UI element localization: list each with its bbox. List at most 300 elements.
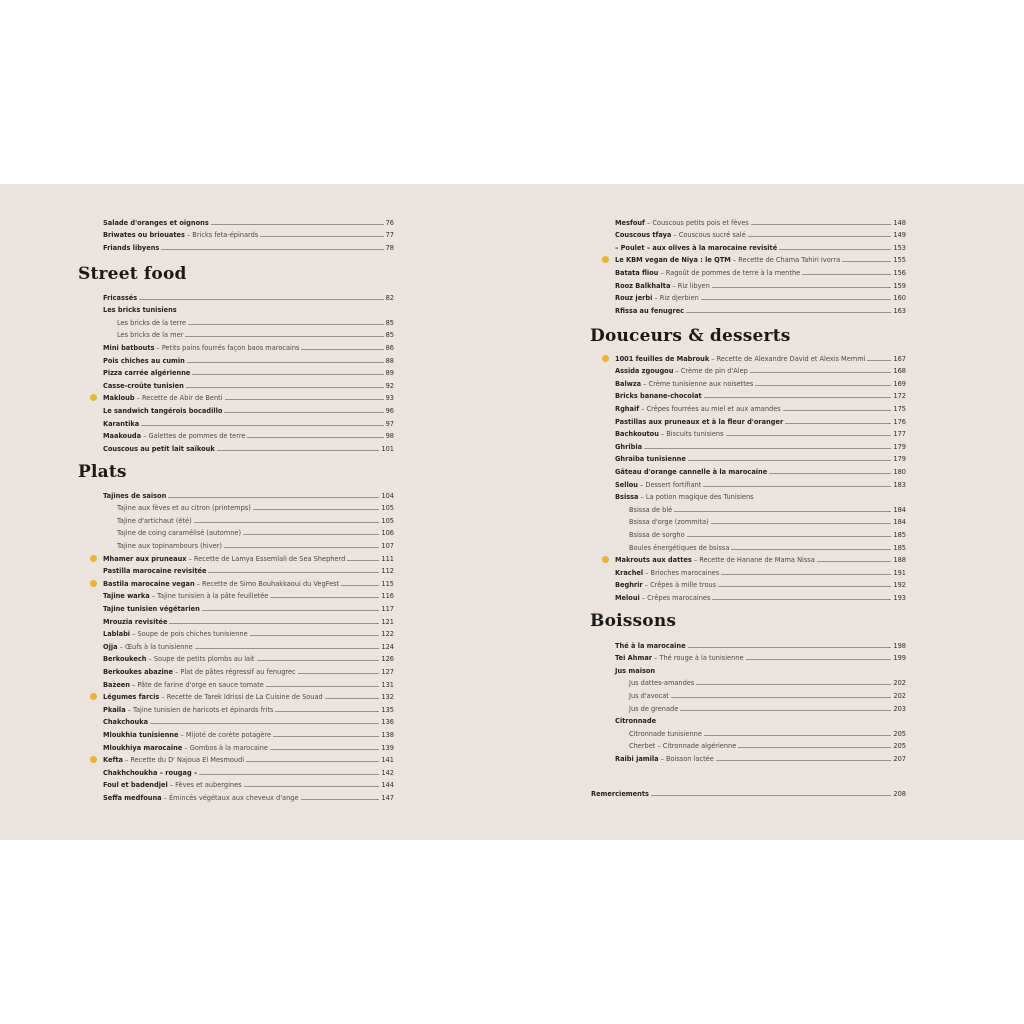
leader-line [347, 560, 379, 561]
contributor-marker-dot [90, 580, 97, 587]
leader-line [187, 362, 384, 363]
entry-title: Ghribia [615, 442, 643, 451]
entry-title: Couscous au petit lait saïkouk [103, 444, 215, 453]
toc-entry-berkoukech [103, 651, 394, 664]
toc-entry-assida-zgougou [615, 363, 906, 376]
toc-entry-tajine-aux-topinambours-hiver [103, 537, 394, 550]
page-number: 139 [381, 743, 394, 752]
entry-title: Pkaila [103, 705, 126, 714]
entry-subtitle: – Recette de Alexandre David et Alexis Memmi [711, 354, 866, 363]
entry-title: 1001 feuilles de Mabrouk [615, 354, 710, 363]
toc-entry-the-a-la-marocaine [615, 637, 906, 650]
toc-entry-legumes-farcis [103, 689, 394, 702]
leader-line [161, 249, 383, 250]
leader-line [688, 647, 892, 648]
entry-title: Mhamer aux pruneaux [103, 554, 187, 563]
section-heading-boissons: Boissons [590, 611, 677, 631]
entry-subtitle: – Biscuits tunisiens [660, 430, 724, 439]
entry-title: Tajines de saison [103, 491, 167, 500]
entry-title: Bsissa d'orge (zommita) [629, 518, 709, 527]
entry-title: Les bricks de la mer [117, 331, 184, 340]
entry-subtitle: – Crêpes marocaines [641, 593, 711, 602]
page-number: 202 [893, 691, 906, 700]
entry-title: Berkoukes abazine [103, 667, 173, 676]
page-number: 179 [893, 442, 906, 451]
page-number: 160 [893, 294, 906, 303]
entry-subtitle: – Gombos à la marocaine [184, 743, 268, 752]
page-number: 126 [381, 655, 394, 664]
page-number: 177 [893, 430, 906, 439]
entry-title: Karantika [103, 419, 140, 428]
entry-title: Bazeen [103, 680, 130, 689]
toc-entry-rghaif [615, 400, 906, 413]
page-number: 183 [893, 480, 906, 489]
leader-line [195, 648, 380, 649]
leader-line [260, 236, 383, 237]
leader-line [712, 599, 891, 600]
leader-line [194, 522, 380, 523]
entry-title: Remerciements [591, 789, 649, 798]
entry-title: Rghaif [615, 404, 640, 413]
leader-line [842, 261, 891, 262]
toc-entry-raibi-jamila [615, 750, 906, 763]
toc-entry-le-sandwich-tangerois-bocadillo [103, 402, 394, 415]
contributor-marker-dot [90, 394, 97, 401]
leader-line [253, 509, 380, 510]
toc-entry-citronnade [615, 713, 906, 726]
leader-line [731, 549, 891, 550]
toc-entry-tajine-aux-feves-et-au-citron-printemps [103, 500, 394, 513]
leader-line [243, 534, 379, 535]
entry-title: Citronnade [615, 717, 657, 726]
toc-entry-jus-d-avocat [615, 687, 906, 700]
entry-title: Rfissa au fenugrec [615, 306, 685, 315]
entry-title: Bricks banane-chocolat [615, 392, 702, 401]
entry-title: Kefta [103, 756, 123, 765]
toc-entry-mesfouf [615, 214, 906, 227]
page-number: 85 [385, 331, 394, 340]
entry-subtitle: – Fèves et aubergines [169, 781, 242, 790]
entry-subtitle: – Soupe de pois chiches tunisienne [132, 630, 248, 639]
entry-title: Tajine de coing caramélisé (automne) [117, 529, 242, 538]
leader-line [202, 610, 380, 611]
entry-title: Tajine tunisien végétarien [103, 604, 200, 613]
page-number: 188 [893, 556, 906, 565]
page-number: 142 [381, 768, 394, 777]
toc-entry-rooz-balkhalta [615, 277, 906, 290]
leader-line [779, 249, 891, 250]
page-number: 205 [893, 729, 906, 738]
entry-subtitle: – Couscous petits pois et fèves [646, 218, 749, 227]
entry-title: Mloukhiya marocaine [103, 743, 183, 752]
page-number: 169 [893, 379, 906, 388]
toc-entry-kefta [103, 752, 394, 765]
entry-title: Couscous tfaya [615, 231, 672, 240]
leader-line [671, 697, 892, 698]
entry-title: Thé à la marocaine [615, 641, 686, 650]
leader-line [750, 372, 892, 373]
toc-entry-gateau-d-orange-cannelle-a-la-marocaine [615, 463, 906, 476]
entry-title: Jus maison [615, 666, 656, 675]
toc-entry-les-bricks-de-la-mer [103, 327, 394, 340]
page-number: 198 [893, 641, 906, 650]
leader-line [687, 536, 892, 537]
toc-entry-pastilla-marocaine-revisitee [103, 563, 394, 576]
toc-entry-briwates-ou-briouates [103, 227, 394, 240]
entry-title: Seffa medfouna [103, 793, 162, 802]
entry-subtitle: – Recette de Abir de Benti [136, 394, 223, 403]
section-heading-douceurs-desserts: Douceurs & desserts [590, 326, 791, 346]
page-number: 199 [893, 654, 906, 663]
page-number: 82 [385, 293, 394, 302]
toc-entry-chakchouka [103, 714, 394, 727]
page-number: 168 [893, 367, 906, 376]
entry-title: Mini batbouts [103, 343, 155, 352]
leader-line [802, 274, 891, 275]
page-number: 147 [381, 793, 394, 802]
toc-entry-casse-croute-tunisien [103, 377, 394, 390]
entry-title: Ojja [103, 642, 118, 651]
entry-title: – Poulet – aux olives à la marocaine revisité [615, 243, 778, 252]
entry-title: Friands libyens [103, 243, 160, 252]
leader-line [168, 497, 379, 498]
entry-title: Pizza carrée algérienne [103, 369, 191, 378]
page-number: 208 [893, 789, 906, 798]
page-number: 98 [385, 432, 394, 441]
entry-subtitle: – Crêpes fourrées au miel et aux amandes [641, 404, 781, 413]
page-number: 124 [381, 642, 394, 651]
page-number: 96 [385, 406, 394, 415]
contributor-marker-dot [90, 693, 97, 700]
entry-title: Tei Ahmar [615, 654, 653, 663]
page-number: 89 [385, 369, 394, 378]
entry-subtitle: – Recette de Lamya Essemlali de Sea Shepherd [188, 554, 346, 563]
entry-title: Tajine d'artichaut (été) [117, 516, 192, 525]
entry-title: Boules énergétiques de bsissa [629, 543, 730, 552]
toc-entry-le-kbm-vegan-de-niya-le-qtm [615, 252, 906, 265]
book-spread [0, 184, 1024, 840]
entry-title: Chakchouka [103, 718, 149, 727]
toc-entry-sellou [615, 476, 906, 489]
entry-title: Fricassés [103, 293, 138, 302]
page-number: 193 [893, 593, 906, 602]
leader-line [186, 387, 384, 388]
page-number: 107 [381, 541, 394, 550]
toc-entry-rouz-jerbi [615, 290, 906, 303]
toc-entry-batata-fliou [615, 264, 906, 277]
page-number: 132 [381, 693, 394, 702]
page-number: 185 [893, 530, 906, 539]
toc-entry-bachkoutou [615, 426, 906, 439]
toc-entry-tajines-de-saison [103, 487, 394, 500]
entry-subtitle: – Petits pains fourrés façon baos marocains [156, 343, 300, 352]
page-number: 93 [385, 394, 394, 403]
entry-subtitle: – Riz djerbien [654, 294, 699, 303]
toc-entry-salade-d-oranges-et-oignons [103, 214, 394, 227]
leader-line [150, 723, 379, 724]
toc-entry-rfissa-au-fenugrec [615, 302, 906, 315]
entry-title: Les bricks de la terre [117, 318, 187, 327]
page-number: 141 [381, 756, 394, 765]
toc-entry-bsissa-de-ble [615, 501, 906, 514]
entry-title: Tajine aux fèves et au citron (printemps) [117, 504, 251, 513]
toc-entry-remerciements [591, 785, 906, 798]
leader-line [696, 684, 891, 685]
entry-title: Jus de grenade [629, 704, 679, 713]
page-number: 117 [381, 604, 394, 613]
page-number: 105 [381, 516, 394, 525]
page-number: 131 [381, 680, 394, 689]
page-number: 105 [381, 504, 394, 513]
entry-subtitle: – Dessert fortifiant [639, 480, 702, 489]
toc-entry-bsissa-d-orge-zommita [615, 514, 906, 527]
toc-entry-mhamer-aux-pruneaux [103, 550, 394, 563]
entry-title: Pois chiches au cumin [103, 356, 185, 365]
toc-entry-ojja [103, 638, 394, 651]
entry-subtitle: – Recette de Chama Tahiri Ivorra [732, 256, 841, 265]
leader-line [704, 735, 892, 736]
entry-subtitle: – Brioches marocaines [645, 568, 720, 577]
toc-entry-foul-et-badendjel [103, 777, 394, 790]
toc-entry-1001-feuilles-de-mabrouk [615, 350, 906, 363]
entry-title: Rouz jerbi [615, 294, 653, 303]
leader-line [686, 312, 891, 313]
entry-title: Sellou [615, 480, 638, 489]
toc-entry-bricks-banane-chocolat [615, 388, 906, 401]
entry-subtitle: – Plat de pâtes régressif au fenugrec [174, 667, 296, 676]
page-number: 97 [385, 419, 394, 428]
page-number: 159 [893, 281, 906, 290]
leader-line [688, 460, 892, 461]
leader-line [769, 473, 891, 474]
entry-title: Briwates ou briouates [103, 231, 185, 240]
page-number: 156 [893, 268, 906, 277]
entry-title: Gâteau d'orange cannelle à la marocaine [615, 467, 768, 476]
entry-title: Maakouda [103, 432, 142, 441]
page-number: 106 [381, 529, 394, 538]
leader-line [712, 287, 892, 288]
page-number: 101 [381, 444, 394, 453]
entry-title: Pastilla marocaine revisitée [103, 567, 207, 576]
leader-line [208, 572, 379, 573]
toc-entry-tei-ahmar [615, 650, 906, 663]
page-number: 153 [893, 243, 906, 252]
leader-line [817, 561, 892, 562]
toc-entry-jus-dattes-amandes [615, 675, 906, 688]
page-number: 202 [893, 679, 906, 688]
entry-subtitle: – Crème de pin d'Alep [675, 367, 748, 376]
contributor-marker-dot [602, 355, 609, 362]
page-number: 116 [381, 592, 394, 601]
toc-entry-mini-batbouts [103, 339, 394, 352]
toc-entry-ghraiba-tunisienne [615, 451, 906, 464]
page-number: 176 [893, 417, 906, 426]
leader-line [301, 799, 380, 800]
leader-line [704, 397, 892, 398]
toc-entry-les-bricks-de-la-terre [103, 314, 394, 327]
page-number: 205 [893, 742, 906, 751]
contributor-marker-dot [90, 756, 97, 763]
page-number: 76 [385, 218, 394, 227]
toc-entry-tajine-warka [103, 588, 394, 601]
toc-entry-beghrir [615, 577, 906, 590]
leader-line [270, 749, 379, 750]
toc-entry-pkaila [103, 701, 394, 714]
page-number: 185 [893, 543, 906, 552]
entry-title: Batata fliou [615, 268, 659, 277]
leader-line [783, 410, 892, 411]
toc-entry-tajine-de-coing-caramelise-automne [103, 525, 394, 538]
entry-subtitle: – Crêpes à mille trous [644, 581, 717, 590]
entry-title: Salade d'oranges et oignons [103, 218, 209, 227]
entry-title: Balwza [615, 379, 642, 388]
entry-title: Bsissa de blé [629, 505, 673, 514]
leader-line [703, 486, 891, 487]
entry-title: Jus dattes-amandes [629, 679, 695, 688]
entry-title: Le KBM vegan de Niya : le QTM [615, 256, 731, 265]
leader-line [250, 635, 380, 636]
entry-title: Beghrir [615, 581, 643, 590]
leader-line [341, 585, 379, 586]
leader-line [275, 711, 379, 712]
page-number: 179 [893, 455, 906, 464]
toc-entry-makrouts-aux-dattes [615, 552, 906, 565]
entry-title: Mrouzia revisitée [103, 617, 168, 626]
leader-line [273, 736, 379, 737]
leader-line [755, 385, 891, 386]
toc-entry-bsissa-de-sorgho [615, 526, 906, 539]
toc-entry-pizza-carree-algerienne [103, 365, 394, 378]
toc-entry-boules-energetiques-de-bsissa [615, 539, 906, 552]
leader-line [224, 412, 383, 413]
entry-title: Makrouts aux dattes [615, 556, 692, 565]
page-number: 135 [381, 705, 394, 714]
entry-title: Makloub [103, 394, 135, 403]
entry-title: Foul et badendjel [103, 781, 168, 790]
entry-title: Raibi jamila [615, 754, 659, 763]
entry-title: Berkoukech [103, 655, 147, 664]
toc-entry-mrouzia-revisitee [103, 613, 394, 626]
entry-subtitle: – Mijoté de corète potagère [180, 730, 272, 739]
entry-title: Assida zgougou [615, 367, 674, 376]
page-number: 184 [893, 518, 906, 527]
page-number: 191 [893, 568, 906, 577]
contributor-marker-dot [90, 555, 97, 562]
leader-line [225, 399, 384, 400]
toc-entry-berkoukes-abazine [103, 663, 394, 676]
leader-line [674, 511, 891, 512]
entry-title: Mloukhia tunisienne [103, 730, 179, 739]
page-number: 148 [893, 218, 906, 227]
entry-title: Les bricks tunisiens [103, 306, 177, 315]
leader-line [199, 774, 379, 775]
page-number: 138 [381, 730, 394, 739]
toc-entry-meloui [615, 589, 906, 602]
entry-subtitle: – La potion magique des Tunisiens [640, 493, 754, 502]
toc-entry-chakhchoukha-rougag [103, 764, 394, 777]
toc-entry-tajine-d-artichaut-ete [103, 512, 394, 525]
entry-subtitle: – Pâte de farine d'orge en sauce tomate [131, 680, 264, 689]
toc-entry-makloub [103, 390, 394, 403]
entry-title: Meloui [615, 593, 640, 602]
page-number: 192 [893, 581, 906, 590]
toc-entry-couscous-tfaya [615, 227, 906, 240]
toc-entry-bazeen [103, 676, 394, 689]
page-number: 207 [893, 754, 906, 763]
leader-line [169, 623, 379, 624]
toc-entry-friands-libyens [103, 239, 394, 252]
page-number: 115 [381, 579, 394, 588]
entry-subtitle: – Recette de Simo Bouhakkaoui du VegFest [196, 579, 340, 588]
leader-line [726, 435, 892, 436]
entry-title: Cherbet [629, 742, 656, 751]
leader-line [217, 450, 380, 451]
toc-entry-pois-chiches-au-cumin [103, 352, 394, 365]
page-number: 86 [385, 343, 394, 352]
toc-entry-jus-de-grenade [615, 700, 906, 713]
page-number: 155 [893, 256, 906, 265]
entry-subtitle: – Bricks feta-épinards [186, 231, 259, 240]
leader-line [301, 349, 383, 350]
leader-line [718, 586, 891, 587]
leader-line [192, 374, 383, 375]
entry-subtitle: – Tajine tunisien de haricots et épinards frits [127, 705, 274, 714]
entry-title: Légumes farcis [103, 693, 160, 702]
leader-line [751, 224, 892, 225]
entry-subtitle: – Riz libyen [672, 281, 710, 290]
leader-line [257, 660, 380, 661]
section-heading-street-food: Street food [78, 264, 187, 284]
toc-entry-karantika [103, 415, 394, 428]
entry-title: Citronnade tunisienne [629, 729, 702, 738]
entry-subtitle: – Soupe de petits plombs au lait [148, 655, 255, 664]
toc-entry-maakouda [103, 428, 394, 441]
toc-entry-pastillas-aux-pruneaux-et-a-la-fleur-d-o [615, 413, 906, 426]
toc-entry-ghribia [615, 438, 906, 451]
toc-entry-seffa-medfouna [103, 789, 394, 802]
toc-entry-bastila-marocaine-vegan [103, 575, 394, 588]
leader-line [244, 786, 380, 787]
entry-subtitle: – Thé rouge à la tunisienne [654, 654, 744, 663]
leader-line [141, 425, 383, 426]
leader-line [701, 299, 892, 300]
toc-entry-lablabi [103, 626, 394, 639]
leader-line [247, 437, 383, 438]
page-number: 172 [893, 392, 906, 401]
entry-subtitle: – Citronnade algérienne [657, 742, 737, 751]
page-number: 149 [893, 231, 906, 240]
page-number: 136 [381, 718, 394, 727]
leader-line [721, 574, 891, 575]
toc-entry-balwza [615, 375, 906, 388]
entry-title: Jus d'avocat [629, 691, 669, 700]
page-number: 92 [385, 381, 394, 390]
page-number: 127 [381, 667, 394, 676]
entry-title: Rooz Balkhalta [615, 281, 671, 290]
page-number: 77 [385, 231, 394, 240]
leader-line [716, 760, 892, 761]
contributor-marker-dot [602, 556, 609, 563]
page-number: 167 [893, 354, 906, 363]
toc-entry-mloukhia-tunisienne [103, 726, 394, 739]
leader-line [680, 710, 891, 711]
leader-line [298, 673, 380, 674]
page-number: 85 [385, 318, 394, 327]
leader-line [188, 324, 384, 325]
entry-title: Pastillas aux pruneaux et à la fleur d'oranger [615, 417, 784, 426]
entry-title: Bachkoutou [615, 430, 659, 439]
page-number: 184 [893, 505, 906, 514]
